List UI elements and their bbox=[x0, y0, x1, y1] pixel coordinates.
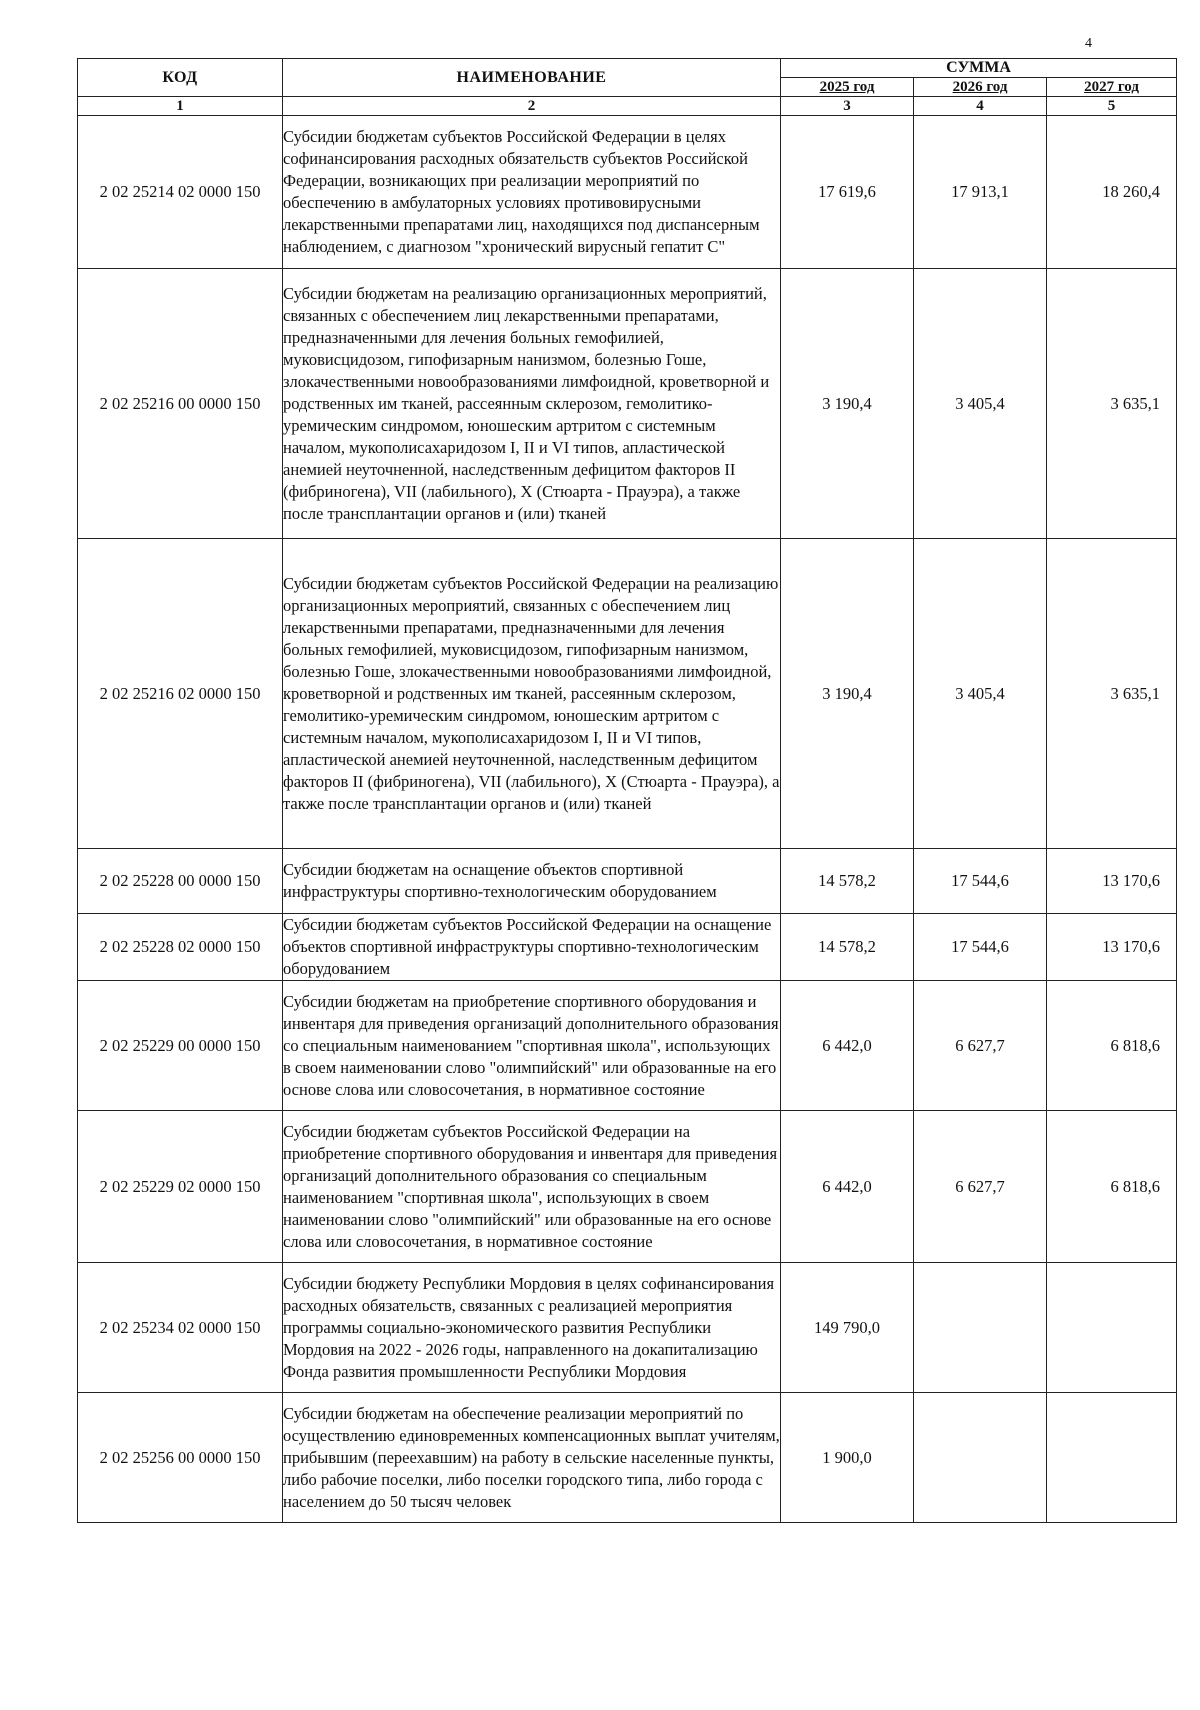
table-row bbox=[78, 539, 1177, 849]
row-amount-2027 bbox=[1047, 1393, 1177, 1523]
row-name: Субсидии бюджетам субъектов Российской Федерации на реализацию организационных мероприятий, связанных с обеспечением лиц лекарственными препаратами, предназначенными для лечения больных гемофилией, муковисцидозом, гипофизарным нанизмом, болезнью Гоше, злокачественными новообразованиями лимфоидной, кроветворной и родственных им тканей, рассеянным склерозом, гемолитико-уремическим синдромом, юношеским артритом с системным началом, мукополисахаридозом I, II и VI типов, апластической анемией неуточненной, наследственным дефицитом факторов II (фибриногена), VII (лабильного), X (Стюарта - Прауэра), а также после трансплантации органов и (или) тканей bbox=[283, 539, 781, 849]
row-amount-2026: 17 544,6 bbox=[914, 914, 1047, 981]
row-amount-2027: 13 170,6 bbox=[1047, 849, 1177, 914]
row-name: Субсидии бюджетам субъектов Российской Федерации в целях софинансирования расходных обязательств субъектов Российской Федерации, возникающих при реализации мероприятий по обеспечению в амбулаторных условиях противовирусными лекарственными препаратами лиц, находящихся под диспансерным наблюдением, с диагнозом "хронический вирусный гепатит С" bbox=[283, 116, 781, 269]
row-amount-2027 bbox=[1047, 1263, 1177, 1393]
header-year-2027: 2027 год bbox=[1047, 78, 1177, 97]
row-amount-2026 bbox=[914, 1263, 1047, 1393]
row-name: Субсидии бюджету Республики Мордовия в целях софинансирования расходных обязательств, связанных с реализацией мероприятия программы социально-экономического развития Республики Мордовия на 2022 - 2026 годы, направленного на докапитализацию Фонда развития промышленности Республики Мордовия bbox=[283, 1263, 781, 1393]
row-code: 2 02 25229 00 0000 150 bbox=[78, 981, 283, 1111]
column-number: 3 bbox=[781, 97, 914, 116]
row-name: Субсидии бюджетам субъектов Российской Федерации на приобретение спортивного оборудования и инвентаря для приведения организаций дополнительного образования со специальным наименованием "спортивная школа", использующих в своем наименовании слово "олимпийский" или образованные на его основе слова или словосочетания, в нормативное состояние bbox=[283, 1111, 781, 1263]
row-code: 2 02 25216 00 0000 150 bbox=[78, 269, 283, 539]
header-year-2026: 2026 год bbox=[914, 78, 1047, 97]
header-row-top bbox=[78, 59, 1177, 78]
row-code: 2 02 25256 00 0000 150 bbox=[78, 1393, 283, 1523]
table-row bbox=[78, 269, 1177, 539]
header-summa: СУММА bbox=[781, 59, 1177, 78]
row-amount-2026 bbox=[914, 1393, 1047, 1523]
table-row bbox=[78, 116, 1177, 269]
row-amount-2026: 3 405,4 bbox=[914, 269, 1047, 539]
table-row bbox=[78, 1393, 1177, 1523]
row-name: Субсидии бюджетам на оснащение объектов спортивной инфраструктуры спортивно-технологическим оборудованием bbox=[283, 849, 781, 914]
row-amount-2025: 14 578,2 bbox=[781, 849, 914, 914]
row-amount-2025: 17 619,6 bbox=[781, 116, 914, 269]
row-amount-2026: 6 627,7 bbox=[914, 1111, 1047, 1263]
column-number: 5 bbox=[1047, 97, 1177, 116]
row-amount-2026: 17 913,1 bbox=[914, 116, 1047, 269]
row-amount-2025: 1 900,0 bbox=[781, 1393, 914, 1523]
header-year-2025: 2025 год bbox=[781, 78, 914, 97]
row-amount-2025: 3 190,4 bbox=[781, 269, 914, 539]
table-row bbox=[78, 849, 1177, 914]
row-name: Субсидии бюджетам субъектов Российской Федерации на оснащение объектов спортивной инфраструктуры спортивно-технологическим оборудованием bbox=[283, 914, 781, 981]
row-amount-2025: 3 190,4 bbox=[781, 539, 914, 849]
row-amount-2027: 6 818,6 bbox=[1047, 1111, 1177, 1263]
row-amount-2025: 6 442,0 bbox=[781, 981, 914, 1111]
row-code: 2 02 25234 02 0000 150 bbox=[78, 1263, 283, 1393]
row-code: 2 02 25228 02 0000 150 bbox=[78, 914, 283, 981]
row-amount-2027: 6 818,6 bbox=[1047, 981, 1177, 1111]
column-number-row bbox=[78, 97, 1177, 116]
page-number: 4 bbox=[1085, 36, 1092, 51]
row-amount-2025: 6 442,0 bbox=[781, 1111, 914, 1263]
table-row bbox=[78, 1111, 1177, 1263]
table-row bbox=[78, 914, 1177, 981]
row-name: Субсидии бюджетам на приобретение спортивного оборудования и инвентаря для приведения организаций дополнительного образования со специальным наименованием "спортивная школа", использующих в своем наименовании слово "олимпийский" или образованные на его основе слова или словосочетания, в нормативное состояние bbox=[283, 981, 781, 1111]
row-amount-2027: 18 260,4 bbox=[1047, 116, 1177, 269]
header-naimenovanie: НАИМЕНОВАНИЕ bbox=[283, 59, 781, 97]
row-code: 2 02 25214 02 0000 150 bbox=[78, 116, 283, 269]
row-code: 2 02 25228 00 0000 150 bbox=[78, 849, 283, 914]
column-number: 4 bbox=[914, 97, 1047, 116]
row-amount-2027: 3 635,1 bbox=[1047, 269, 1177, 539]
row-amount-2027: 3 635,1 bbox=[1047, 539, 1177, 849]
column-number: 1 bbox=[78, 97, 283, 116]
row-code: 2 02 25216 02 0000 150 bbox=[78, 539, 283, 849]
row-name: Субсидии бюджетам на обеспечение реализации мероприятий по осуществлению единовременных компенсационных выплат учителям, прибывшим (переехавшим) на работу в сельские населенные пункты, либо рабочие поселки, либо поселки городского типа, либо города с населением до 50 тысяч человек bbox=[283, 1393, 781, 1523]
row-amount-2026: 6 627,7 bbox=[914, 981, 1047, 1111]
row-amount-2026: 3 405,4 bbox=[914, 539, 1047, 849]
table-row bbox=[78, 981, 1177, 1111]
row-amount-2027: 13 170,6 bbox=[1047, 914, 1177, 981]
header-kod: КОД bbox=[78, 59, 283, 97]
row-name: Субсидии бюджетам на реализацию организационных мероприятий, связанных с обеспечением лиц лекарственными препаратами, предназначенными для лечения больных гемофилией, муковисцидозом, гипофизарным нанизмом, болезнью Гоше, злокачественными новообразованиями лимфоидной, кроветворной и родственных им тканей, рассеянным склерозом, гемолитико-уремическим синдромом, юношеским артритом с системным началом, мукополисахаридозом I, II и VI типов, апластической анемией неуточненной, наследственным дефицитом факторов II (фибриногена), VII (лабильного), X (Стюарта - Прауэра), а также после трансплантации органов и (или) тканей bbox=[283, 269, 781, 539]
column-number: 2 bbox=[283, 97, 781, 116]
budget-table bbox=[77, 58, 1177, 1523]
row-amount-2025: 149 790,0 bbox=[781, 1263, 914, 1393]
row-code: 2 02 25229 02 0000 150 bbox=[78, 1111, 283, 1263]
row-amount-2026: 17 544,6 bbox=[914, 849, 1047, 914]
table-row bbox=[78, 1263, 1177, 1393]
row-amount-2025: 14 578,2 bbox=[781, 914, 914, 981]
